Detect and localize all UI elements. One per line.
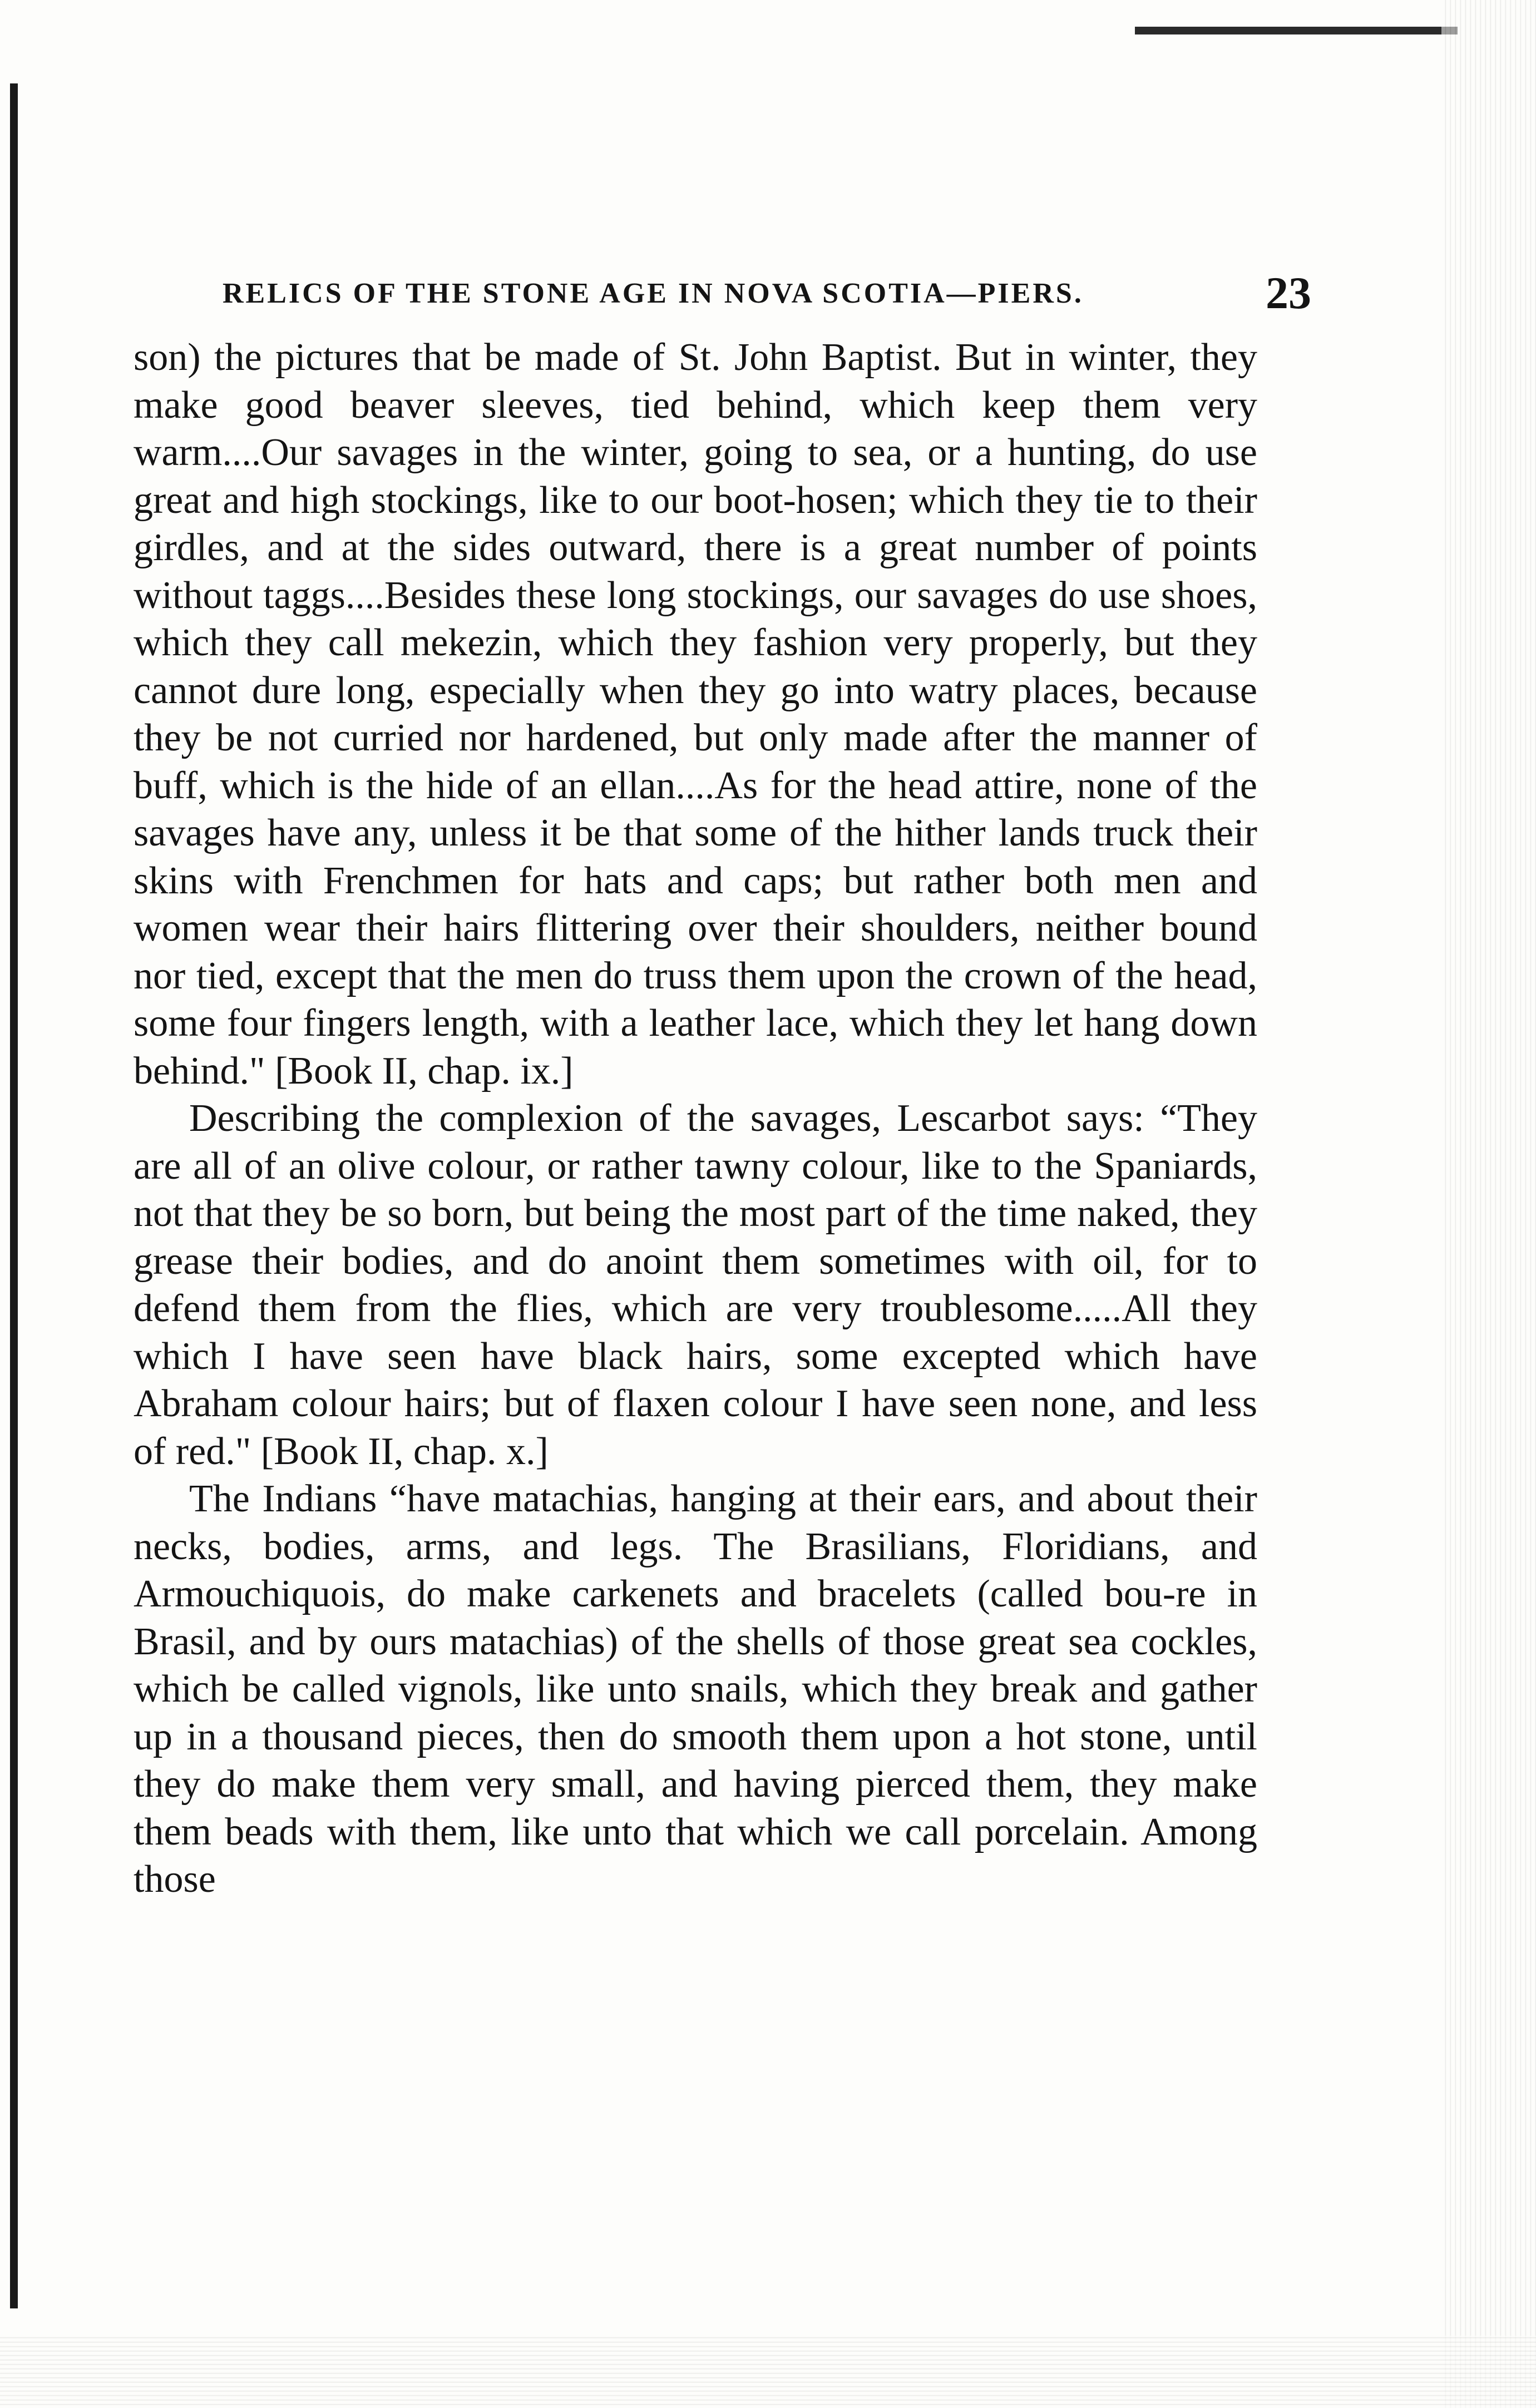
scan-smudge <box>1135 27 1458 34</box>
binding-edge-rule <box>10 83 18 2308</box>
paragraph-matachias: The Indians “have matachias, hanging at their ears, and about their necks, bodies, arms, and legs. The Brasilians, Floridians, and Armouchiquois, do make carkenets and bracelets (called bou-re in Brasil, and by ours matachias) of the shells of those great sea cockles, which be called vignols, like unto snails, which they break and gather up in a thousand pieces, then do smooth them upon a hot stone, until they do make them very small, and having pierced them, they make them beads with them, like unto that which we call porcelain. Among those <box>134 1477 1257 1901</box>
page-edge-bottom <box>0 2336 1536 2408</box>
body-text <box>134 334 1257 1903</box>
page-number: 23 <box>1266 268 1311 318</box>
paragraph-complexion: Describing the complexion of the savages, Lescarbot says: “They are all of an olive colour, or rather tawny colour, like to the Spaniards, not that they be so born, but being the most part of the time naked, they grease their bodies, and do anoint them sometimes with oil, for to defend them from the flies, which are very troublesome.....All they which I have seen have black hairs, some excepted which have Abraham colour hairs; but of flaxen colour I have seen none, and less of red." [Book II, chap. x.] <box>134 1097 1257 1473</box>
paragraph-continued: son) the pictures that be made of St. John Baptist. But in winter, they make good beaver sleeves, tied behind, which keep them very warm....Our savages in the winter, going to sea, or a hunting, do use great and high stockings, like to our boot-hosen; which they tie to their girdles, and at the sides outward, there is a great number of points without taggs....Besides these long stockings, our savages do use shoes, which they call mekezin, which they fashion very properly, but they cannot dure long, especially when they go into watry places, because they be not curried nor hardened, but only made after the manner of buff, which is the hide of an ellan....As for the head attire, none of the savages have any, unless it be that some of the hither lands truck their skins with Frenchmen for hats and caps; but rather both men and women wear their hairs flittering over their shoulders, neither bound nor tied, except that the men do truss them upon the crown of the head, some four fingers length, with a leather lace, which they let hang down behind." [Book II, chap. ix.] <box>134 336 1257 1092</box>
page-edge-right <box>1441 0 1536 2408</box>
running-title: RELICS OF THE STONE AGE IN NOVA SCOTIA—PIERS. <box>223 278 1084 309</box>
page-header <box>0 267 1536 317</box>
